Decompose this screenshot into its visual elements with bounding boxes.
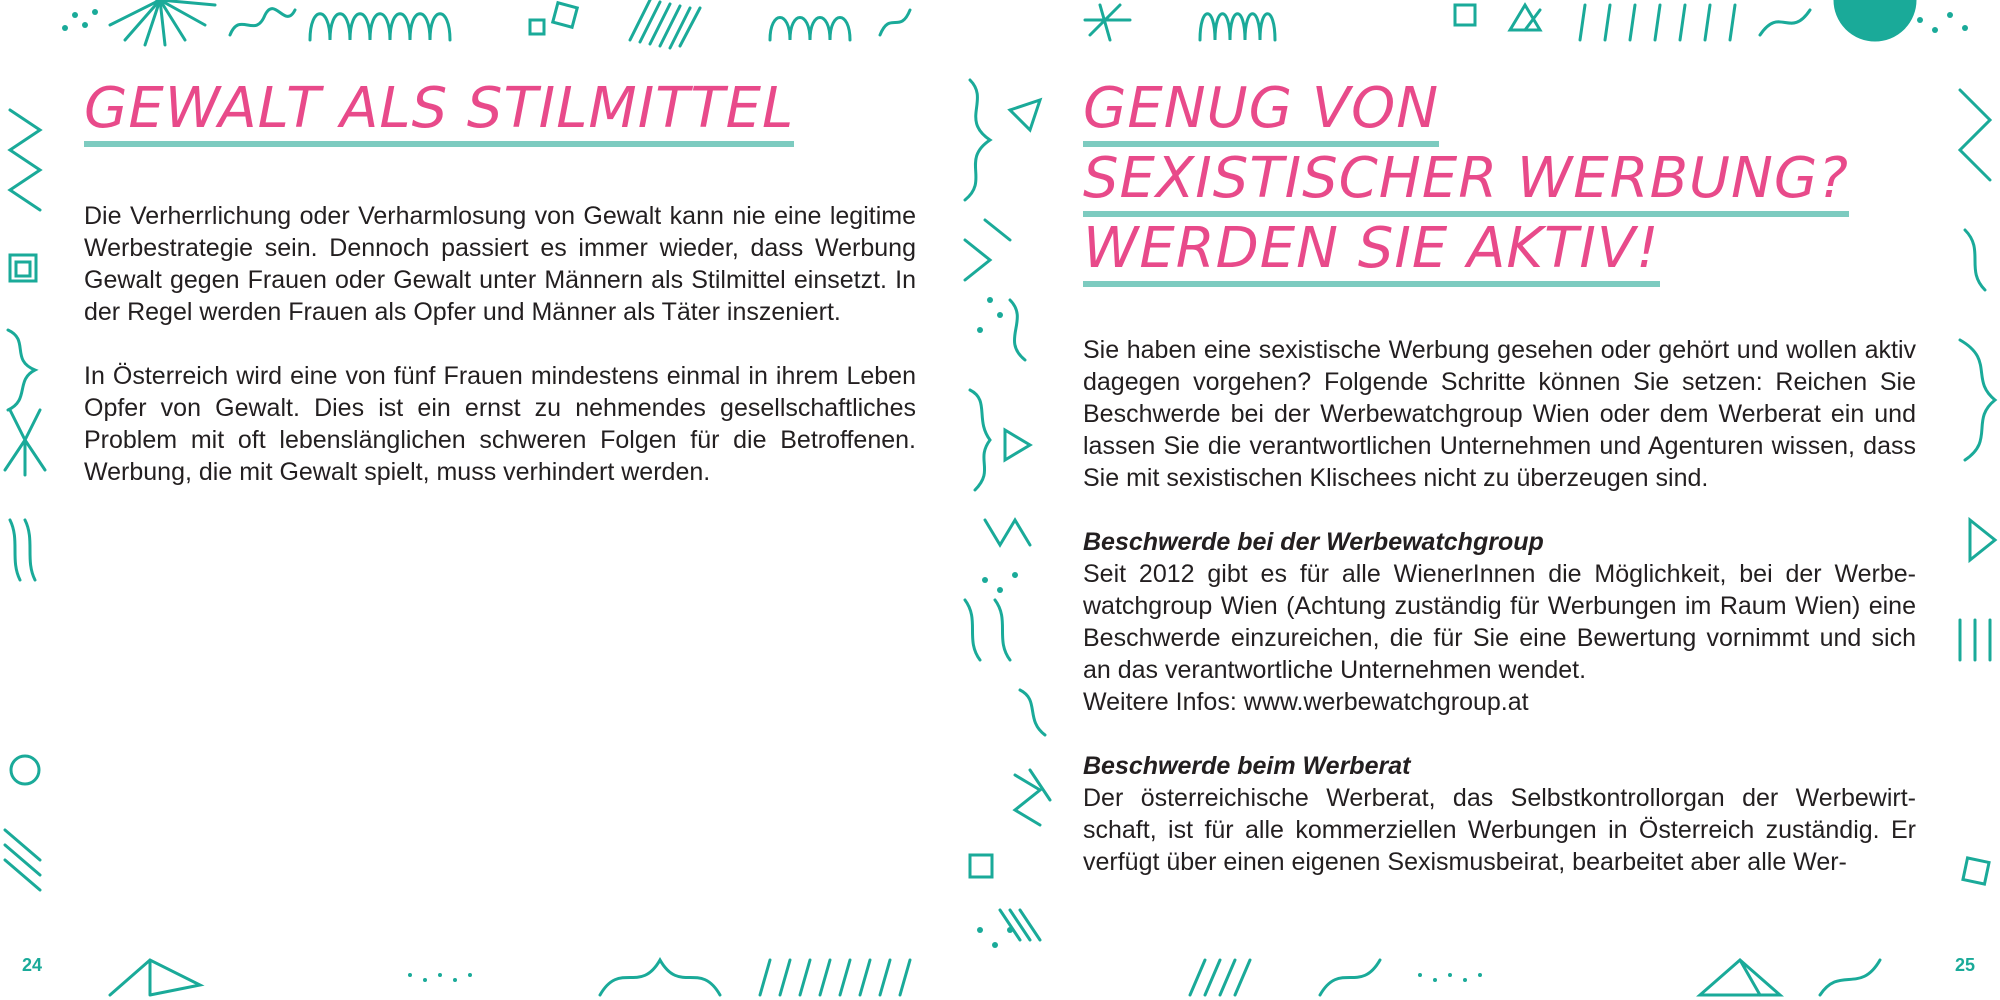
- right-heading: [1083, 74, 1916, 284]
- left-paragraph-2: In Österreich wird eine von fünf Frauen mindestens einmal in ihrem Leben Opfer von Gewalt. Dies ist ein ernst zu nehmendes gesellschaftliches Problem mit oft lebenslänglichen schweren Folgen für die Betroffenen. Werbung, die mit Gewalt spielt, muss verhindert werden.: [84, 362, 916, 486]
- left-page: [84, 74, 916, 488]
- left-heading: GEWALT ALS STILMITTEL: [84, 74, 916, 144]
- section-werbewatchgroup-info: Weitere Infos: www.werbewatchgroup.at: [1083, 688, 1529, 716]
- section-werbewatchgroup: [1083, 526, 1916, 718]
- right-heading-line-2: SEXISTISCHER WERBUNG?: [1083, 146, 1849, 217]
- right-intro: Sie haben eine sexistische Werbung gesehen oder gehört und wollen aktiv dagegen vorgehen? Folgende Schritte können Sie setzen: Reichen Sie Beschwerde bei der Werbewatchgroup Wien oder dem Werberat ein und lassen Sie die verantwortlichen Unternehmen und Agenturen wissen, dass Sie mit sexistischen Klischees nicht zu überzeugen sind.: [1083, 336, 1916, 492]
- right-page-number: 25: [1955, 955, 1976, 975]
- section-werberat: [1083, 750, 1916, 878]
- right-heading-line-3: WERDEN SIE AKTIV!: [1083, 216, 1660, 287]
- section-werbewatchgroup-title: Beschwerde bei der Werbewatchgroup: [1083, 528, 1544, 556]
- right-page: [1083, 74, 1916, 878]
- sunburst-ornament: [105, 0, 215, 45]
- section-werberat-text: Der österreichische Werberat, das Selbstkontrollorgan der Werbewirtschaft, ist für alle kommerziellen Werbungen in Österreich zuständig. Er verfügt über einen eigenen Sexismusbeirat, bearbeitet aber alle Wer-: [1083, 784, 1916, 876]
- right-heading-line-1: GENUG VON: [1083, 76, 1439, 147]
- section-werberat-title: Beschwerde beim Werberat: [1083, 752, 1411, 780]
- section-werbewatchgroup-text: Seit 2012 gibt es für alle WienerInnen die Möglichkeit, bei der Werbewatchgroup Wien (Achtung zuständig für Werbungen im Raum Wien) eine Beschwerde einzureichen, die für Sie eine Bewertung vornimmt und sich an das verantwortliche Unternehmen wendet.: [1083, 560, 1916, 684]
- left-page-number: 24: [22, 955, 43, 975]
- left-paragraph-1: Die Verherrlichung oder Verharmlosung von Gewalt kann nie eine legitime Werbestrategie sein. Dennoch passiert es immer wieder, dass Werbung Gewalt gegen Frauen oder Gewalt unter Männern als Stilmittel einsetzt. In der Regel werden Frauen als Opfer und Männer als Täter inszeniert.: [84, 202, 916, 326]
